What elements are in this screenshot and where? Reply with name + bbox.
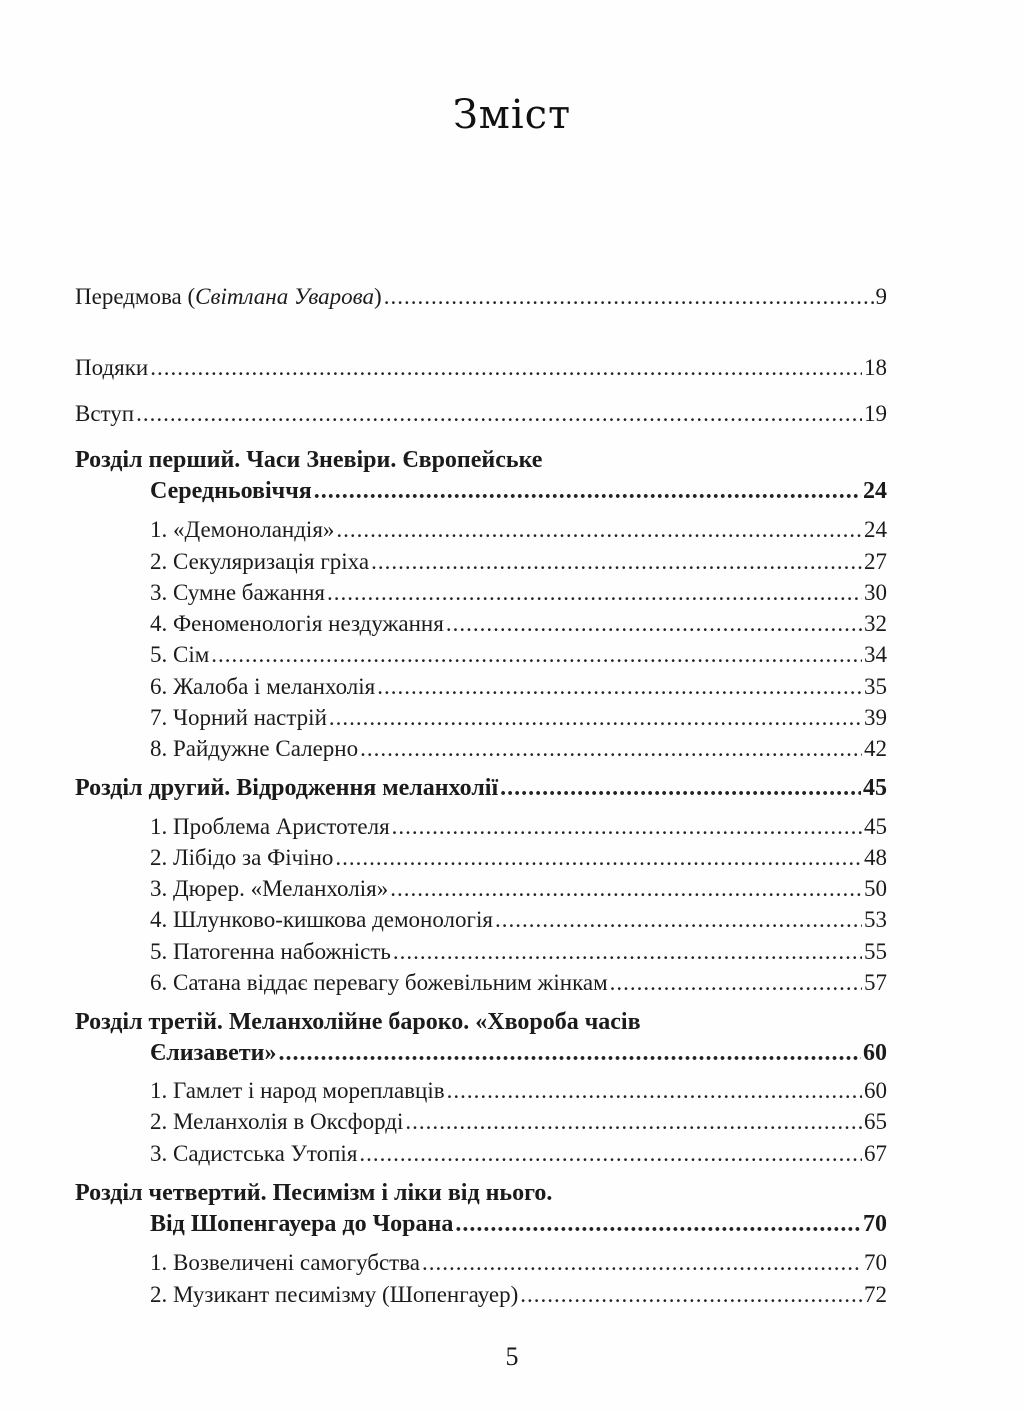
leader-dots xyxy=(500,774,861,802)
toc-section[interactable]: 3. Дюрер. «Меланхолія» ..... 50 xyxy=(150,875,887,903)
toc-entry-page: 19 xyxy=(864,401,887,426)
leader-dots xyxy=(314,477,861,505)
toc-entry-preface[interactable] xyxy=(75,283,887,311)
toc-entry-label: Єлизавети» xyxy=(150,1040,277,1066)
page-title: Зміст xyxy=(452,92,572,138)
toc-entry-introduction[interactable] xyxy=(75,400,887,428)
toc-chapter-2[interactable] xyxy=(75,774,887,802)
toc-section[interactable]: 5. Сім ..... 34 xyxy=(150,641,887,669)
leader-dots xyxy=(278,1039,861,1067)
page-number: 5 xyxy=(505,1342,519,1371)
toc-entry-page: 60 xyxy=(863,1040,887,1066)
toc-entry-page: 18 xyxy=(864,355,887,380)
toc-entry-acknowledgements[interactable] xyxy=(75,354,887,382)
toc-section[interactable]: 1. Возвеличені самогубства ..... 70 xyxy=(150,1249,887,1277)
toc-section[interactable]: 1. «Демоноландія» ..... 24 xyxy=(150,516,887,544)
toc-entry-page: 45 xyxy=(863,775,887,801)
toc-section[interactable]: 8. Райдужне Салерно ..... 42 xyxy=(150,735,887,763)
toc-section[interactable]: 5. Патогенна набожність ..... 55 xyxy=(150,938,887,966)
toc-section[interactable]: 2. Музикант песимізму (Шопенгауер) ..... 72 xyxy=(150,1281,887,1309)
toc-chapter-3[interactable] xyxy=(150,1039,887,1067)
toc-section[interactable]: 3. Садистська Утопія ..... 67 xyxy=(150,1140,887,1168)
toc-section[interactable]: 1. Гамлет і народ мореплавців ..... 60 xyxy=(150,1077,887,1105)
toc-section[interactable]: 4. Феноменологія нездужання ..... 32 xyxy=(150,610,887,638)
toc-entry-label: Передмова (Світлана Уварова) xyxy=(75,284,382,309)
toc-section[interactable]: 4. Шлунково-кишкова демонологія ..... 53 xyxy=(150,906,887,934)
chapter-title-line[interactable]: Розділ четвертий. Песимізм і ліки від нього. xyxy=(75,1180,553,1206)
toc-section[interactable]: 2. Секуляризація гріха ..... 27 xyxy=(150,548,887,576)
toc-entry-label: Вступ xyxy=(75,401,135,426)
leader-dots xyxy=(150,354,862,382)
leader-dots xyxy=(136,400,862,428)
toc-section[interactable]: 2. Меланхолія в Оксфорді ..... 65 xyxy=(150,1108,887,1136)
chapter-title-line[interactable]: Розділ перший. Часи Зневіри. Європейське xyxy=(75,447,543,473)
toc-entry-page: 24 xyxy=(863,478,887,504)
toc-entry-page: 70 xyxy=(863,1211,887,1237)
chapter-title-line[interactable]: Розділ третій. Меланхолійне бароко. «Хвороба часів xyxy=(75,1009,641,1035)
toc-section[interactable]: 2. Лібідо за Фічіно ..... 48 xyxy=(150,844,887,872)
toc-section[interactable]: 6. Сатана віддає перевагу божевільним жінкам ..... 57 xyxy=(150,969,887,997)
toc-entry-label: Розділ другий. Відродження меланхолії xyxy=(75,775,499,801)
toc-chapter-4[interactable] xyxy=(150,1210,887,1238)
toc-section[interactable]: 7. Чорний настрій ..... 39 xyxy=(150,704,887,732)
toc-section[interactable]: 3. Сумне бажання ..... 30 xyxy=(150,579,887,607)
toc-entry-label: Середньовіччя xyxy=(150,478,312,504)
toc-section[interactable]: 6. Жалоба і меланхолія ..... 35 xyxy=(150,673,887,701)
leader-dots xyxy=(455,1210,861,1238)
toc-entry-page: 9 xyxy=(875,284,887,309)
toc-chapter-1[interactable] xyxy=(150,477,887,505)
toc-section[interactable]: 1. Проблема Аристотеля ..... 45 xyxy=(150,813,887,841)
toc-entry-label: Подяки xyxy=(75,355,149,380)
leader-dots xyxy=(384,283,874,311)
toc-entry-label: Від Шопенгауера до Чорана xyxy=(150,1211,454,1237)
